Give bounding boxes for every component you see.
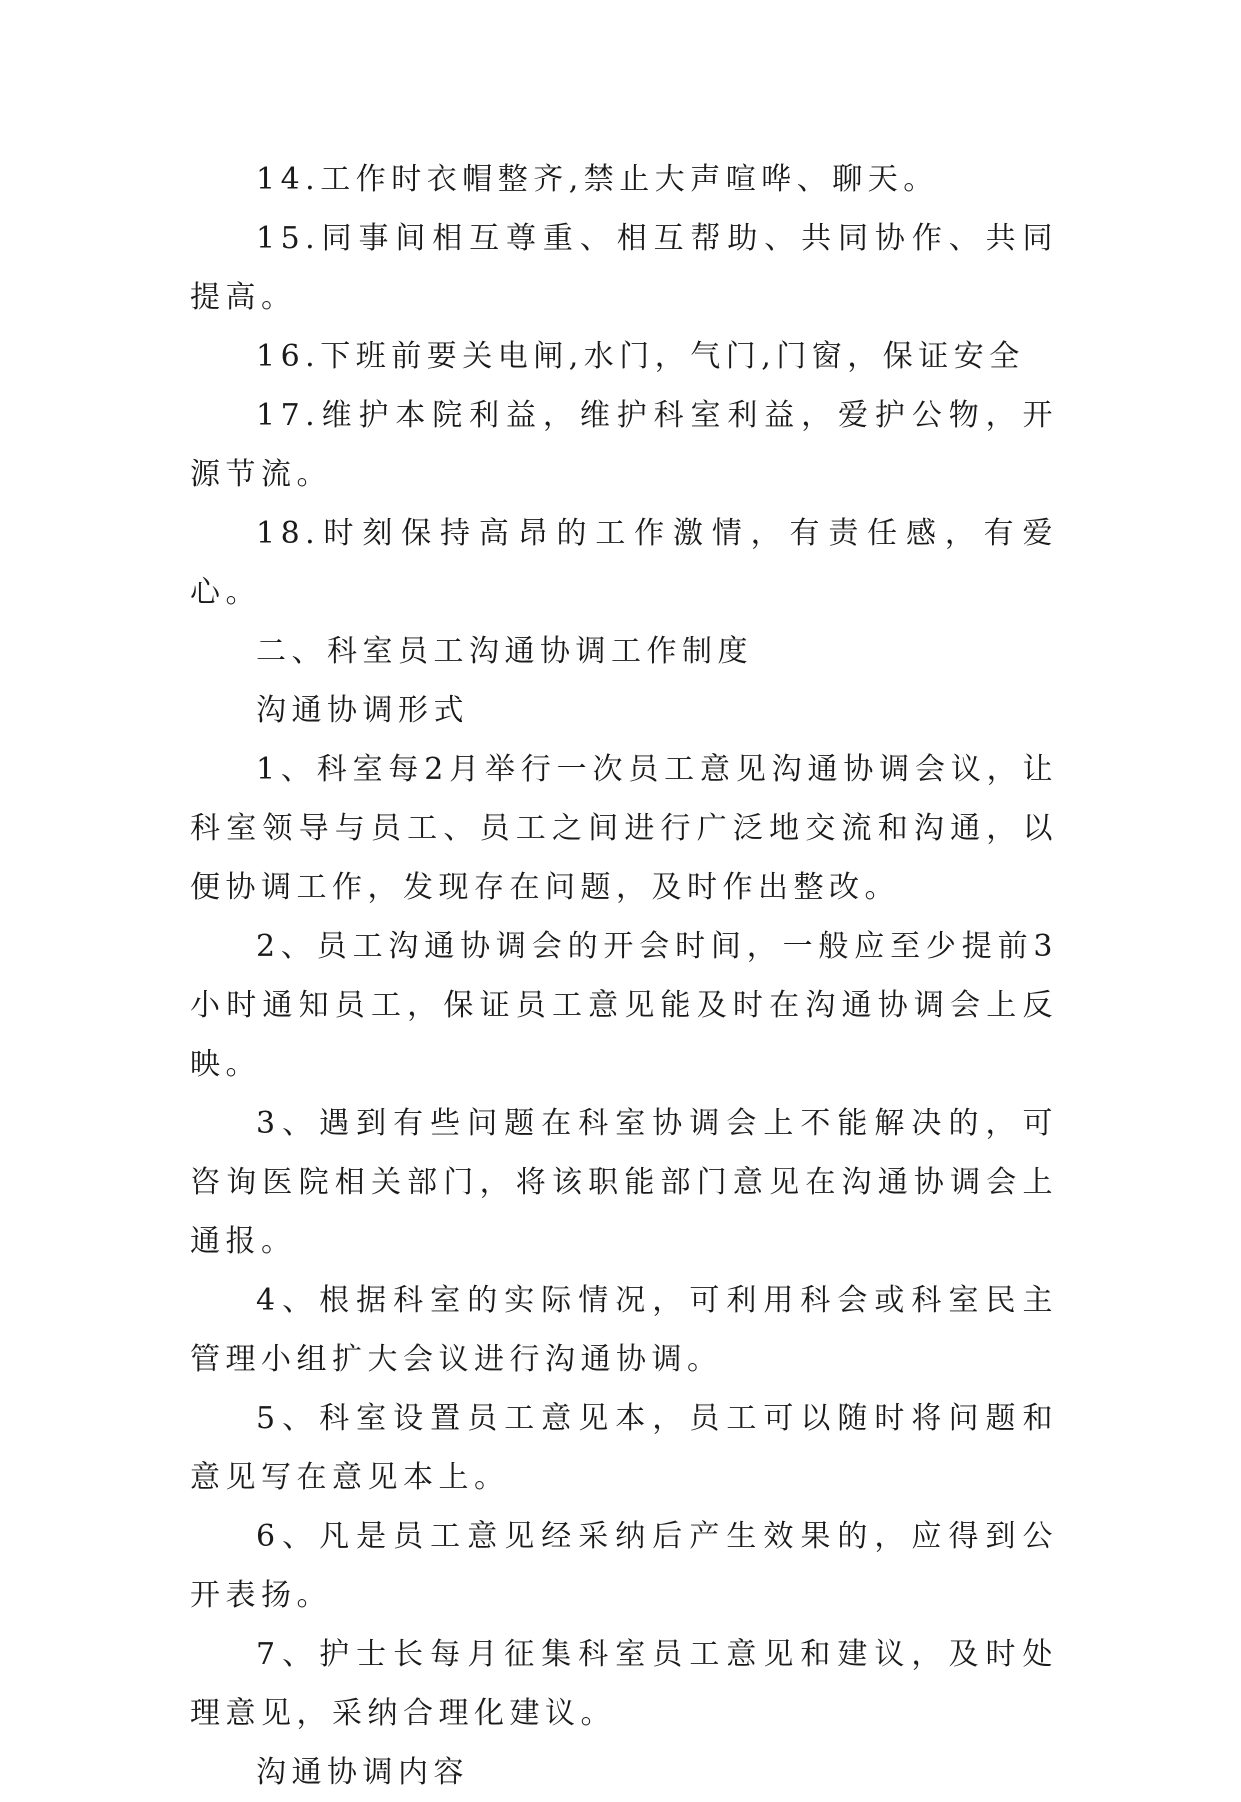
subheading-form: 沟通协调形式 <box>256 693 469 728</box>
paragraph-item-18: 18.时刻保持高昂的工作激情，有责任感，有爱心。 <box>190 516 1058 610</box>
paragraph-item-15: 15.同事间相互尊重、相互帮助、共同协作、共同提高。 <box>190 221 1058 315</box>
subheading-content: 沟通协调内容 <box>256 1755 469 1790</box>
paragraph-form-2: 2、员工沟通协调会的开会时间，一般应至少提前3小时通知员工，保证员工意见能及时在沟通协调会上反映。 <box>190 929 1058 1082</box>
section-heading: 二、科室员工沟通协调工作制度 <box>256 634 753 669</box>
paragraph-item-17: 17.维护本院利益，维护科室利益，爱护公物，开源节流。 <box>190 398 1058 492</box>
paragraph-item-14: 14.工作时衣帽整齐,禁止大声喧哗、聊天。 <box>256 162 939 197</box>
document-body <box>190 150 1058 1802</box>
paragraph-form-5: 5、科室设置员工意见本，员工可以随时将问题和意见写在意见本上。 <box>190 1401 1058 1495</box>
paragraph-form-6: 6、凡是员工意见经采纳后产生效果的，应得到公开表扬。 <box>190 1519 1058 1613</box>
paragraph-form-1: 1、科室每2月举行一次员工意见沟通协调会议，让科室领导与员工、员工之间进行广泛地交流和沟通，以便协调工作，发现存在问题，及时作出整改。 <box>190 752 1058 905</box>
paragraph-item-16: 16.下班前要关电闸,水门，气门,门窗，保证安全 <box>256 339 1025 374</box>
paragraph-form-7: 7、护士长每月征集科室员工意见和建议，及时处理意见，采纳合理化建议。 <box>190 1637 1058 1731</box>
paragraph-form-4: 4、根据科室的实际情况，可利用科会或科室民主管理小组扩大会议进行沟通协调。 <box>190 1283 1058 1377</box>
paragraph-form-3: 3、遇到有些问题在科室协调会上不能解决的，可咨询医院相关部门，将该职能部门意见在沟通协调会上通报。 <box>190 1106 1058 1259</box>
